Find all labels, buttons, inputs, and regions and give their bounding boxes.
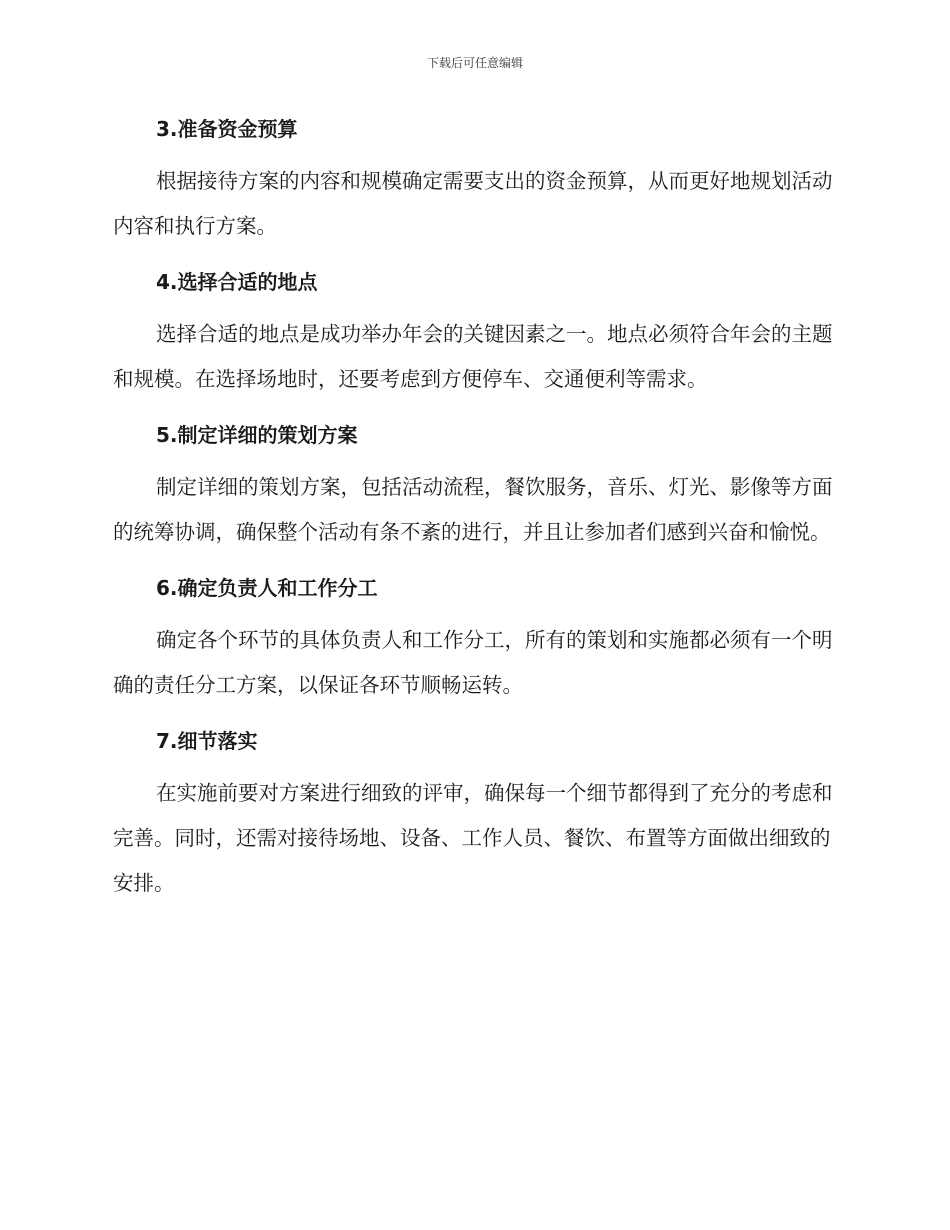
section-heading: 5.制定详细的策划方案: [156, 423, 358, 447]
section-heading: 7.细节落实: [156, 729, 258, 753]
section-paragraph: 根据接待方案的内容和规模确定需要支出的资金预算，从而更好地规划活动内容和执行方案。: [113, 169, 833, 238]
section-heading: 4.选择合适的地点: [156, 270, 318, 294]
section-budget: [113, 112, 835, 249]
section-details: [113, 724, 835, 906]
page-header: 下载后可任意编辑: [426, 56, 523, 70]
section-paragraph: 选择合适的地点是成功举办年会的关键因素之一。地点必须符合年会的主题和规模。在选择场地时，还要考虑到方便停车、交通便利等需求。: [113, 322, 833, 391]
section-location: [113, 265, 835, 402]
section-plan: [113, 418, 835, 555]
document-body: [113, 112, 835, 906]
section-paragraph: 制定详细的策划方案，包括活动流程，餐饮服务，音乐、灯光、影像等方面的统筹协调，确保整个活动有条不紊的进行，并且让参加者们感到兴奋和愉悦。: [113, 475, 833, 544]
section-heading: 3.准备资金预算: [156, 117, 298, 141]
section-heading: 6.确定负责人和工作分工: [156, 576, 378, 600]
section-paragraph: 确定各个环节的具体负责人和工作分工，所有的策划和实施都必须有一个明确的责任分工方案，以保证各环节顺畅运转。: [113, 628, 833, 697]
section-paragraph: 在实施前要对方案进行细致的评审，确保每一个细节都得到了充分的考虑和完善。同时，还需对接待场地、设备、工作人员、餐饮、布置等方面做出细致的安排。: [113, 781, 833, 895]
section-responsibility: [113, 571, 835, 708]
